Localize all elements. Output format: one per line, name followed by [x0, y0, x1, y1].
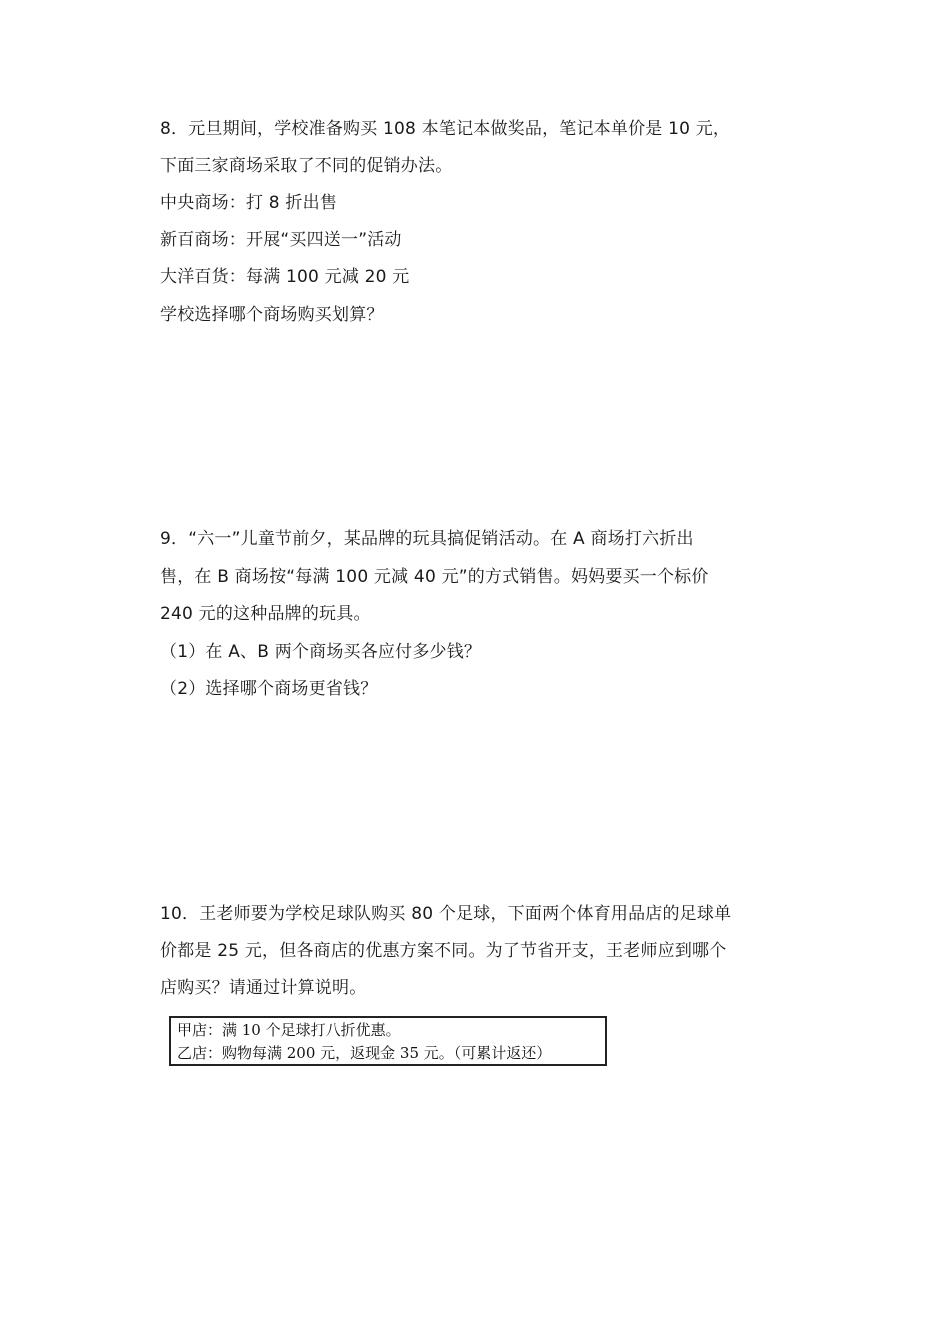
q10-line-1: 10．王老师要为学校足球队购买 80 个足球，下面两个体育用品店的足球单 — [160, 904, 732, 924]
q9-line-2: 售，在 B 商场按“每满 100 元减 40 元”的方式销售。妈妈要买一个标价 — [160, 567, 709, 587]
q10-line-3: 店购买？请通过计算说明。 — [160, 978, 367, 998]
q9-line-3: 240 元的这种品牌的玩具。 — [160, 604, 371, 624]
q8-option-dayang: 大洋百货：每满 100 元减 20 元 — [160, 267, 410, 287]
q8-option-xinbai: 新百商场：开展“买四送一”活动 — [160, 230, 402, 250]
q8-question: 学校选择哪个商场购买划算？ — [160, 305, 384, 325]
q10-line-2: 价都是 25 元，但各商店的优惠方案不同。为了节省开支，王老师应到哪个 — [160, 941, 727, 961]
q10-shop-a-offer: 甲店：满 10 个足球打八折优惠。 — [177, 1021, 401, 1039]
q9-subquestion-2: （2）选择哪个商场更省钱？ — [160, 679, 378, 699]
q10-shop-b-offer: 乙店：购物每满 200 元，返现金 35 元。（可累计返还） — [177, 1044, 552, 1062]
q8-option-zhongyang: 中央商场：打 8 折出售 — [160, 193, 338, 213]
q8-line-2: 下面三家商场采取了不同的促销办法。 — [160, 156, 453, 176]
q9-subquestion-1: （1）在 A、B 两个商场买各应付多少钱？ — [160, 642, 482, 662]
q8-line-1: 8．元旦期间，学校准备购买 108 本笔记本做奖品，笔记本单价是 10 元， — [160, 119, 731, 139]
q10-shop-offers-box — [169, 1016, 607, 1066]
q9-line-1: 9．“六一”儿童节前夕，某品牌的玩具搞促销活动。在 A 商场打六折出 — [160, 529, 694, 549]
